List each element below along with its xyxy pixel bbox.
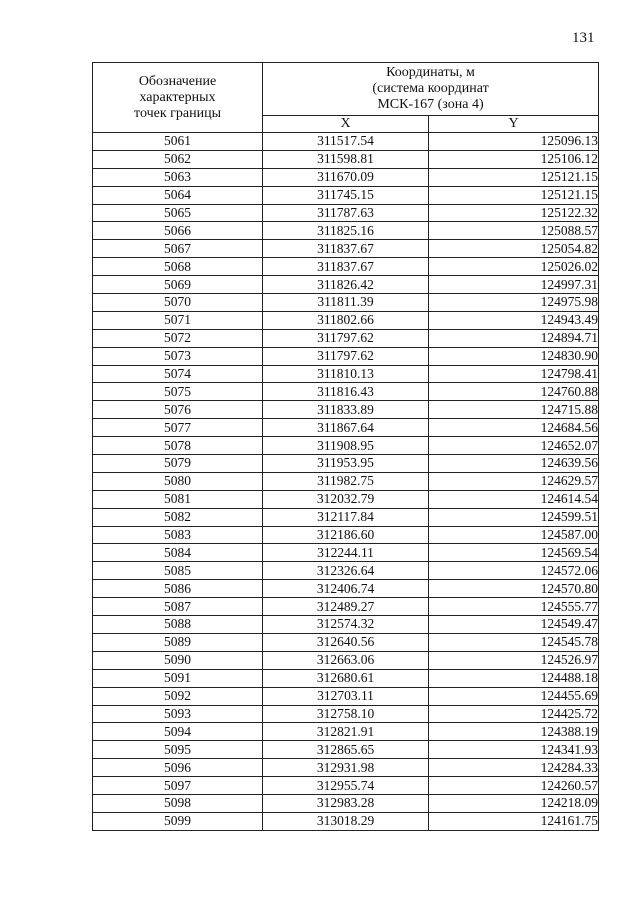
x-coordinate-cell: 313018.29 [263,812,429,830]
y-coordinate-cell: 124570.80 [429,580,599,598]
x-coordinate-cell: 311816.43 [263,383,429,401]
point-id-cell: 5099 [93,812,263,830]
x-coordinate-cell: 311802.66 [263,311,429,329]
y-coordinate-cell: 124555.77 [429,598,599,616]
point-id-cell: 5095 [93,741,263,759]
table-row [93,150,599,168]
x-coordinate-cell: 311908.95 [263,437,429,455]
point-id-cell: 5079 [93,455,263,473]
point-id-cell: 5096 [93,759,263,777]
table-row [93,222,599,240]
table-row [93,168,599,186]
x-coordinate-cell: 312574.32 [263,616,429,634]
point-id-cell: 5084 [93,544,263,562]
table-row [93,544,599,562]
table-row [93,562,599,580]
point-id-cell: 5094 [93,723,263,741]
table-row [93,329,599,347]
table-body [93,133,599,831]
x-coordinate-cell: 312186.60 [263,526,429,544]
x-coordinate-cell: 312489.27 [263,598,429,616]
point-id-cell: 5070 [93,294,263,312]
table-row [93,598,599,616]
point-id-cell: 5063 [93,168,263,186]
point-id-cell: 5065 [93,204,263,222]
x-coordinate-cell: 312758.10 [263,705,429,723]
point-id-cell: 5092 [93,687,263,705]
y-coordinate-cell: 125096.13 [429,133,599,151]
point-id-cell: 5067 [93,240,263,258]
y-coordinate-cell: 125122.32 [429,204,599,222]
table-row [93,616,599,634]
y-coordinate-cell: 125121.15 [429,186,599,204]
x-coordinate-cell: 312117.84 [263,508,429,526]
x-coordinate-cell: 312983.28 [263,794,429,812]
x-coordinate-cell: 311826.42 [263,276,429,294]
table-row [93,705,599,723]
x-coordinate-cell: 312326.64 [263,562,429,580]
point-id-cell: 5098 [93,794,263,812]
y-coordinate-cell: 124455.69 [429,687,599,705]
y-coordinate-cell: 124715.88 [429,401,599,419]
point-id-cell: 5080 [93,472,263,490]
x-coordinate-cell: 312703.11 [263,687,429,705]
y-coordinate-cell: 124218.09 [429,794,599,812]
table-row [93,311,599,329]
x-coordinate-cell: 311517.54 [263,133,429,151]
x-coordinate-cell: 311787.63 [263,204,429,222]
y-coordinate-cell: 124975.98 [429,294,599,312]
point-id-cell: 5062 [93,150,263,168]
table-row [93,186,599,204]
table-row [93,687,599,705]
y-coordinate-cell: 124545.78 [429,633,599,651]
x-coordinate-cell: 311797.62 [263,329,429,347]
point-id-cell: 5074 [93,365,263,383]
table-row [93,759,599,777]
header-boundary-points [93,63,263,133]
table-row [93,580,599,598]
x-coordinate-cell: 311825.16 [263,222,429,240]
page-number: 131 [572,30,595,46]
point-id-cell: 5068 [93,258,263,276]
y-coordinate-cell: 125054.82 [429,240,599,258]
point-id-cell: 5087 [93,598,263,616]
header-points-line-2: характерных [139,89,216,105]
y-coordinate-cell: 124425.72 [429,705,599,723]
point-id-cell: 5097 [93,777,263,795]
point-id-cell: 5090 [93,651,263,669]
x-coordinate-cell: 312406.74 [263,580,429,598]
point-id-cell: 5073 [93,347,263,365]
x-coordinate-cell: 311953.95 [263,455,429,473]
header-coordinates [263,63,599,116]
table-row [93,633,599,651]
header-coords-line-1: Координаты, м [386,65,475,80]
point-id-cell: 5093 [93,705,263,723]
table-row [93,508,599,526]
point-id-cell: 5061 [93,133,263,151]
x-coordinate-cell: 312931.98 [263,759,429,777]
y-coordinate-cell: 124260.57 [429,777,599,795]
table-row [93,437,599,455]
table-row [93,133,599,151]
y-coordinate-cell: 124488.18 [429,669,599,687]
x-coordinate-cell: 311837.67 [263,240,429,258]
table-row [93,472,599,490]
x-coordinate-cell: 311598.81 [263,150,429,168]
y-coordinate-cell: 125106.12 [429,150,599,168]
y-coordinate-cell: 124943.49 [429,311,599,329]
x-coordinate-cell: 312865.65 [263,741,429,759]
y-coordinate-cell: 124798.41 [429,365,599,383]
y-coordinate-cell: 124572.06 [429,562,599,580]
point-id-cell: 5083 [93,526,263,544]
point-id-cell: 5064 [93,186,263,204]
point-id-cell: 5085 [93,562,263,580]
header-x: X [263,116,429,133]
x-coordinate-cell: 312640.56 [263,633,429,651]
header-points-line-1: Обозначение [138,73,217,89]
y-coordinate-cell: 125121.15 [429,168,599,186]
table-row [93,526,599,544]
x-coordinate-cell: 312955.74 [263,777,429,795]
point-id-cell: 5091 [93,669,263,687]
header-coords-line-3: МСК-167 (зона 4) [377,97,484,112]
y-coordinate-cell: 124629.57 [429,472,599,490]
point-id-cell: 5072 [93,329,263,347]
table-row [93,777,599,795]
y-coordinate-cell: 124549.47 [429,616,599,634]
header-coords-line-2: (система координат [372,81,489,96]
x-coordinate-cell: 311745.15 [263,186,429,204]
point-id-cell: 5078 [93,437,263,455]
x-coordinate-cell: 312680.61 [263,669,429,687]
table-row [93,383,599,401]
table-header [93,63,599,133]
x-coordinate-cell: 312663.06 [263,651,429,669]
point-id-cell: 5089 [93,633,263,651]
y-coordinate-cell: 124526.97 [429,651,599,669]
y-coordinate-cell: 124894.71 [429,329,599,347]
point-id-cell: 5069 [93,276,263,294]
x-coordinate-cell: 311811.39 [263,294,429,312]
header-points-line-3: точек границы [134,105,221,121]
table-row [93,294,599,312]
table-row [93,419,599,437]
point-id-cell: 5082 [93,508,263,526]
table-row [93,240,599,258]
y-coordinate-cell: 124388.19 [429,723,599,741]
x-coordinate-cell: 312821.91 [263,723,429,741]
x-coordinate-cell: 311867.64 [263,419,429,437]
y-coordinate-cell: 124997.31 [429,276,599,294]
y-coordinate-cell: 124639.56 [429,455,599,473]
y-coordinate-cell: 124614.54 [429,490,599,508]
table-row [93,794,599,812]
y-coordinate-cell: 124284.33 [429,759,599,777]
point-id-cell: 5077 [93,419,263,437]
table-row [93,741,599,759]
table-row [93,812,599,830]
table-row [93,258,599,276]
x-coordinate-cell: 311810.13 [263,365,429,383]
y-coordinate-cell: 125088.57 [429,222,599,240]
x-coordinate-cell: 312244.11 [263,544,429,562]
point-id-cell: 5071 [93,311,263,329]
y-coordinate-cell: 125026.02 [429,258,599,276]
x-coordinate-cell: 311833.89 [263,401,429,419]
table-row [93,490,599,508]
table-row [93,455,599,473]
x-coordinate-cell: 311982.75 [263,472,429,490]
x-coordinate-cell: 311797.62 [263,347,429,365]
table-row [93,401,599,419]
point-id-cell: 5066 [93,222,263,240]
point-id-cell: 5075 [93,383,263,401]
y-coordinate-cell: 124569.54 [429,544,599,562]
table-row [93,276,599,294]
coordinates-table [92,62,599,831]
table-row [93,651,599,669]
point-id-cell: 5088 [93,616,263,634]
table-row [93,347,599,365]
x-coordinate-cell: 312032.79 [263,490,429,508]
table-row [93,669,599,687]
point-id-cell: 5086 [93,580,263,598]
y-coordinate-cell: 124684.56 [429,419,599,437]
x-coordinate-cell: 311837.67 [263,258,429,276]
y-coordinate-cell: 124830.90 [429,347,599,365]
x-coordinate-cell: 311670.09 [263,168,429,186]
y-coordinate-cell: 124587.00 [429,526,599,544]
point-id-cell: 5081 [93,490,263,508]
y-coordinate-cell: 124652.07 [429,437,599,455]
y-coordinate-cell: 124341.93 [429,741,599,759]
header-y: Y [429,116,599,133]
point-id-cell: 5076 [93,401,263,419]
table-row [93,204,599,222]
y-coordinate-cell: 124161.75 [429,812,599,830]
table-row [93,365,599,383]
y-coordinate-cell: 124599.51 [429,508,599,526]
y-coordinate-cell: 124760.88 [429,383,599,401]
table-row [93,723,599,741]
